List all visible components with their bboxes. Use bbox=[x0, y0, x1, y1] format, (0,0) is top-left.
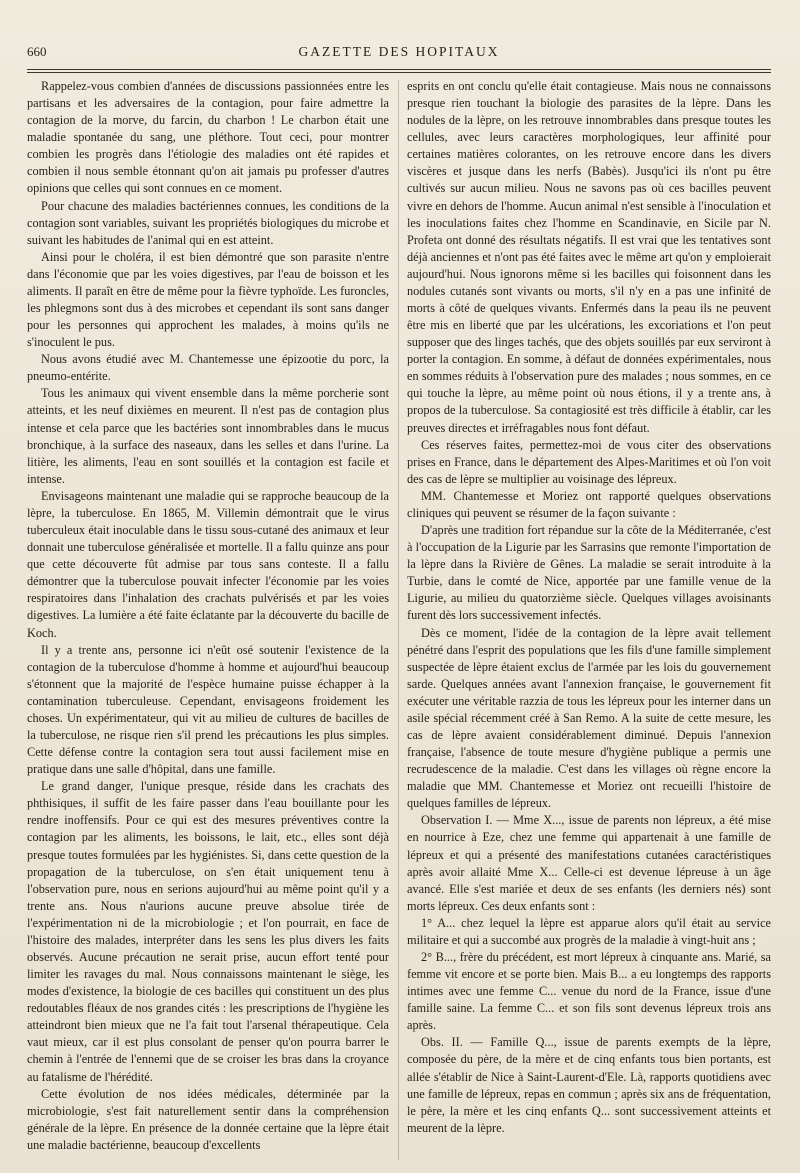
paragraph: Pour chacune des maladies bactériennes connues, les conditions de la contagion sont variables, suivant les propriétés biologiques du microbe et suivant les habitudes de l'animal qui en est atteint. bbox=[27, 198, 389, 247]
left-column bbox=[27, 78, 389, 1154]
journal-title: GAZETTE DES HOPITAUX bbox=[298, 44, 500, 59]
paragraph: Il y a trente ans, personne ici n'eût osé soutenir l'existence de la contagion de la tuberculose d'homme à homme et aujourd'hui beaucoup s'étonnent que la majorité de l'espèce humaine puisse échapper à la contamination tuberculeuse. Cependant, envisageons froidement les choses. Un expérimentateur, qui vit au milieu de cultures de bacilles de la tuberculose, ne risque rien s'il prend les précautions les plus simples. Cette défense contre la contagion sera tout aussi facilement mise en pratique dans une salle d'hôpital, dans une famille. bbox=[27, 642, 389, 777]
page-header bbox=[27, 44, 771, 64]
paragraph: 1° A... chez lequel la lèpre est apparue alors qu'il était au service militaire et qui a succombé aux progrès de la maladie à vingt-huit ans ; bbox=[407, 915, 771, 947]
paragraph: Observation I. — Mme X..., issue de parents non lépreux, a été mise en nourrice à Eze, chez une femme qui appartenait à une famille de lépreux et qui a présenté des manifestations cutanées caractéristiques après avoir allaité Mme X... Celle-ci est devenue lépreuse à un âge avancé. Elle s'est mariée et deux de ses enfants (les derniers nés) sont morts lépreux. Ces deux enfants sont : bbox=[407, 813, 771, 913]
paragraph: 2° B..., frère du précédent, est mort lépreux à cinquante ans. Marié, sa femme vit encore et se porte bien. Mais B... a eu longtemps des rapports intimes avec une femme C... venue du nord de la France, issue d'une famille saine. La femme C... et son fils sont devenus lépreux trois ans après. bbox=[407, 949, 771, 1033]
header-rule-double bbox=[27, 72, 771, 73]
page-number: 660 bbox=[27, 44, 47, 59]
paragraph: Le grand danger, l'unique presque, réside dans les crachats des phthisiques, il suffit de les faire passer dans l'eau bouillante pour les rendre inoffensifs. Pour ce qui est des mesures préventives contre la contagion par les aliments, les boissons, le lait, etc., elles sont déjà presque toutes formulées par les hygiénistes. Si, dans cette question de la propagation de la tuberculose, on s'en était uniquement tenu à l'observation pure, nous en serions aujourd'hui au même point qu'il y a trente ans. Nous n'aurions aucune preuve absolue tirée de l'expérimentation ni de la microbiologie ; et l'on pourrait, en face de l'histoire des malades, interpréter dans les sens les plus divers les faits observés. Aucune précaution ne serait prise, aucun effort tenté pour limiter les ravages du mal. Nous connaissons maintenant le siège, les modes d'existence, la biologie de ces bacilles qui constituent un des plus redoutables fléaux de nos grandes cités : les prescriptions de l'hygiène les atteindront bien mieux que ne l'a fait tout l'arsenal thérapeutique. Cela vaut mieux, car il est plus consolant de penser qu'on pourra barrer le chemin à l'entrée de l'ennemi que de se croiser les bras dans la croyance au fatalisme de l'hérédité. bbox=[27, 779, 389, 1084]
paragraph: Cette évolution de nos idées médicales, déterminée par la microbiologie, s'est fait naturellement sentir dans la compréhension générale de la lèpre. En présence de la donnée certaine que la lèpre était une maladie bactérienne, beaucoup d'excellents bbox=[27, 1086, 389, 1152]
right-column bbox=[407, 78, 771, 1137]
paragraph: esprits en ont conclu qu'elle était contagieuse. Mais nous ne connaissons presque rien touchant la biologie des parasites de la lèpre. Dans les nodules de la lèpre, on les retrouve innombrables dans presque toutes les cellules, avec leurs caractères morphologiques, leur affinité pour certaines matières colorantes, on les retrouve encore dans les divers viscères et jusque dans les nerfs (Babès). Jusqu'ici ils n'ont pu être cultivés sur aucun milieu. Nous ne savons pas où ces bacilles peuvent vivre en dehors de l'homme. Aucun animal n'est sensible à l'inoculation et les inoculations faites chez l'homme en Scandinavie, en Sicile par N. Profeta ont donné des résultats négatifs. Il est vrai que les tentatives sont déjà anciennes et n'ont pas été faites avec le même art qu'on y emploierait aujourd'hui. Nous ignorons même si les bacilles qui foisonnent dans les nodules cutanés sont vivants ou morts, s'il n'y en a pas une infinité de morts à côté de quelques vivants. Enfermés dans la peau ils ne peuvent être mis en liberté que par les ulcérations, les excoriations et l'on peut supposer que des linges tachés, que des objets souillés par eux serviront à porter la contagion. En somme, à défaut de données expérimentales, nous en sommes réduits à l'observation pure des malades ; nous sommes, en ce qui touche la lèpre, au même point où nous étions, il y a trente ans, à propos de la tuberculose. Sa contagiosité est très difficile à établir, car les preuves directes et irréfragables nous font défaut. bbox=[407, 79, 771, 435]
paragraph: Obs. II. — Famille Q..., issue de parents exempts de la lèpre, composée du père, de la mère et de cinq enfants tous bien portants, est allée s'établir de Nice à Saint-Laurent-d'Ele. Là, rapports quotidiens avec une famille de lépreux, repas en commun ; après six ans de fréquentation, le père, la mère et les cinq enfants Q... sont successivement atteints et meurent de la lèpre. bbox=[407, 1035, 771, 1135]
paragraph: D'après une tradition fort répandue sur la côte de la Méditerranée, c'est à l'occupation de la Ligurie par les Sarrasins que remonte l'importation de la lèpre dans la Rivière de Gênes. La maladie se serait introduite à la Turbie, dans le comté de Nice, apportée par une famille venue de la Ligurie, au milieu du quatorzième siècle. Quelques villages avoisinants furent dès lors successivement infectés. bbox=[407, 523, 771, 623]
paragraph: Ainsi pour le choléra, il est bien démontré que son parasite n'entre dans l'économie que par les voies digestives, par l'eau de boisson et les aliments. Il paraît en être de même pour la fièvre typhoïde. Les furoncles, les phlegmons sont dus à des microbes et cependant ils sont sans danger pour les personnes qui approchent les malades, à moins qu'ils ne s'inoculent le pus. bbox=[27, 249, 389, 350]
paragraph: Tous les animaux qui vivent ensemble dans la même porcherie sont atteints, et les neuf dixièmes en meurent. Il n'est pas de contagion plus intense et cela parce que les bactéries sont innombrables dans le mucus bronchique, à la surface des naseaux, dans les selles et dans l'urine. La litière, les aliments, l'eau en sont souillés et la contagion est facile et intense. bbox=[27, 386, 389, 486]
header-rule bbox=[27, 69, 771, 70]
paragraph: Nous avons étudié avec M. Chantemesse une épizootie du porc, la pneumo-entérite. bbox=[27, 352, 389, 384]
paragraph: Rappelez-vous combien d'années de discussions passionnées entre les partisans et les adversaires de la contagion, pour faire admettre la contagion de la morve, du farcin, du charbon ! Le charbon était une maladie spontanée du sang, une pléthore. Tout ceci, pour montrer combien les progrès dans l'étiologie des maladies ont été rapides et combien il nous semble étonnant qu'on ait jamais pu professer d'autres opinions que celles qui sont connues en ce moment. bbox=[27, 79, 389, 196]
paragraph: MM. Chantemesse et Moriez ont rapporté quelques observations cliniques qui peuvent se résumer de la façon suivante : bbox=[407, 488, 771, 520]
column-divider bbox=[398, 80, 399, 1160]
paragraph: Envisageons maintenant une maladie qui se rapproche beaucoup de la lèpre, la tuberculose. En 1865, M. Villemin démontrait que le virus tuberculeux était inoculable dans le tissu sous-cutané des animaux et leur donnait une tuberculose généralisée et mortelle. Il a fallu quinze ans pour que cette découverte fût admise par tous sans conteste. Il a fallu démontrer que la tuberculose pouvait infecter l'économie par les voies respiratoires dans l'inhalation des crachats pulvérisés et par les voies digestives. La lumière a été faite éclatante par la découverte du bacille de Koch. bbox=[27, 488, 389, 640]
paragraph: Dès ce moment, l'idée de la contagion de la lèpre avait tellement pénétré dans l'esprit des populations que les fils d'une famille simplement suspectée de lèpre étaient exclus de l'armée par les lois du gouvernement sarde. Quelques années avant l'annexion française, le gouvernement fit exécuter une véritable razzia de tous les lépreux pour les interner dans un asile spécial récemment créé à San Remo. A la suite de cette mesure, les cas de lèpre avaient considérablement diminué. Depuis l'annexion française, l'absence de toute mesure d'hygiène publique a permis une recrudescence de la maladie. C'est dans les villages où règne encore la maladie que MM. Chantemesse et Moriez ont recueilli l'histoire de quelques familles de lépreux. bbox=[407, 625, 771, 811]
paragraph: Ces réserves faites, permettez-moi de vous citer des observations prises en France, dans le département des Alpes-Maritimes et où l'on voit des cas de lèpre se multiplier au voisinage des lépreux. bbox=[407, 437, 771, 486]
